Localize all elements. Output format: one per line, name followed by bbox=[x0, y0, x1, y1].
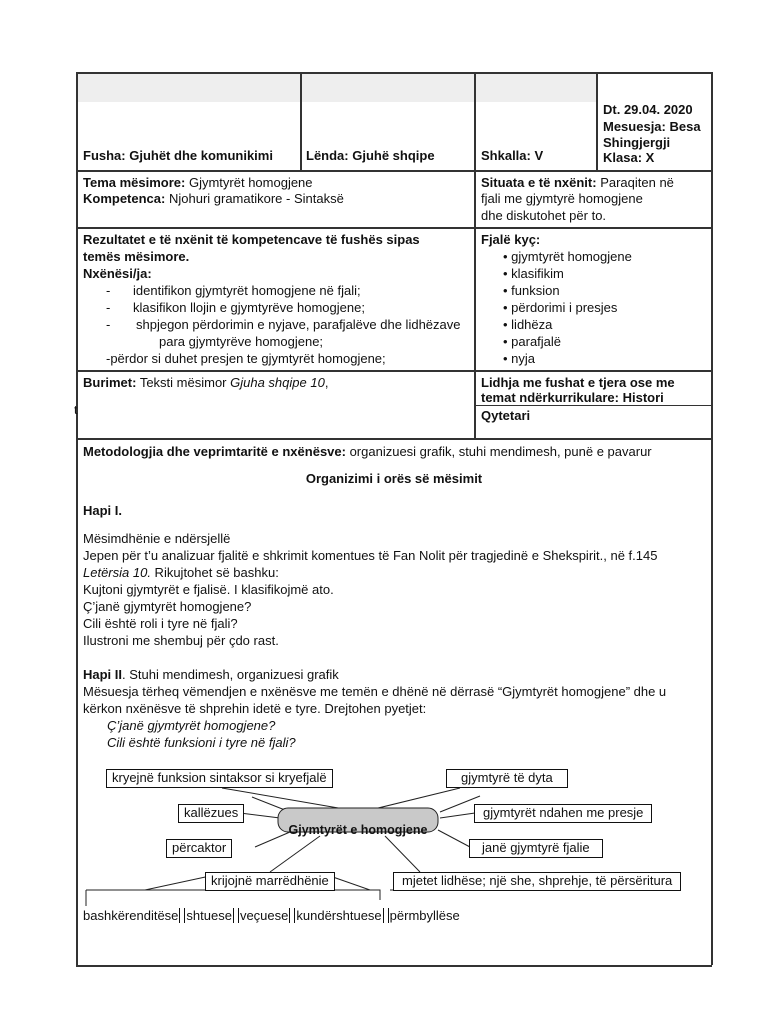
tema-label: Tema mësimore: bbox=[83, 175, 186, 190]
keyword: • klasifikim bbox=[503, 266, 564, 281]
burimet-value: Teksti mësimor bbox=[136, 375, 231, 390]
result-item: klasifikon llojin e gjymtyrëve homogjene; bbox=[133, 300, 365, 315]
keyword: • funksion bbox=[503, 283, 560, 298]
burimet-label: Burimet: bbox=[83, 375, 137, 390]
type-separator bbox=[289, 908, 295, 923]
types-row bbox=[83, 907, 460, 924]
hapi-2-title-rest: . Stuhi mendimesh, organizuesi grafik bbox=[122, 667, 339, 682]
fjale-kyc-title: Fjalë kyç: bbox=[481, 232, 541, 247]
result-item: identifikon gjymtyrët homogjene në fjali; bbox=[133, 283, 361, 298]
connector-line bbox=[330, 876, 370, 890]
result-item: shpjegon përdorimin e nyjave, parafjalëve dhe lidhëzave bbox=[136, 317, 461, 332]
hapi-1-line: Kujtoni gjymtyrët e fjalisë. I klasifikojmë ato. bbox=[83, 582, 334, 597]
hapi-1-line: Cili është roli i tyre në fjali? bbox=[83, 616, 238, 631]
connector-line bbox=[270, 836, 320, 872]
connector-line bbox=[370, 788, 460, 810]
diagram-node-mjetet: mjetet lidhëse; një she, shprehje, të përsëritura bbox=[393, 872, 681, 891]
hapi-1-title: Hapi I. bbox=[83, 503, 123, 518]
keyword: • parafjalë bbox=[503, 334, 562, 349]
metodologjia-value: organizuesi grafik, stuhi mendimesh, punë e pavarur bbox=[345, 444, 652, 459]
letersia-ref: Letërsia 10. bbox=[83, 565, 151, 580]
situata-value: Paraqiten në bbox=[596, 175, 674, 190]
connector-line bbox=[440, 813, 475, 818]
hapi-2-line: Mësuesja tërheq vëmendjen e nxënësve me temën e dhënë në dërrasë “Gjymtyrët homogjene” dhe u bbox=[83, 684, 667, 699]
keyword: • përdorimi i presjes bbox=[503, 300, 618, 315]
diagram-center-label: Gjymtyrët e homogjene bbox=[288, 823, 428, 837]
connector-line bbox=[145, 876, 210, 890]
hapi-1-line: Jepen për t’u analizuar fjalitë e shkrimit komentues të Fan Nolit për tragjedinë e Shekspirit., në f.145 bbox=[83, 548, 658, 563]
kompetenca-label: Kompetenca: bbox=[83, 191, 166, 206]
question: Cili është funksioni i tyre në fjali? bbox=[107, 735, 296, 750]
connector-line bbox=[438, 830, 470, 847]
diagram-node-kallezues: kallëzues bbox=[178, 804, 244, 823]
keyword: • lidhëza bbox=[503, 317, 553, 332]
type-kundershtuese: kundërshtuese bbox=[296, 908, 382, 923]
diagram-node-gjymtyre-dyta: gjymtyrë të dyta bbox=[446, 769, 568, 788]
nxenesi-label: Nxënësi/ja: bbox=[83, 266, 152, 281]
lenda-label: Lënda: Gjuhë shqipe bbox=[306, 148, 435, 163]
type-separator bbox=[383, 908, 389, 923]
hapi-1-subtitle: Mësimdhënie e ndërsjellë bbox=[83, 531, 231, 546]
type-shtuese: shtuese bbox=[186, 908, 232, 923]
result-item-cont: para gjymtyrëve homogjene; bbox=[159, 334, 324, 349]
lidhja-line-3: Qytetari bbox=[481, 408, 531, 423]
diagram-node-percaktor: përcaktor bbox=[166, 839, 232, 858]
rezultatet-title-2: temës mësimore. bbox=[83, 249, 190, 264]
type-separator bbox=[179, 908, 185, 923]
stray-char: t bbox=[74, 403, 78, 417]
type-bashkerenditese: bashkërenditëse bbox=[83, 908, 179, 923]
diagram-node-ndahen: gjymtyrët ndahen me presje bbox=[474, 804, 652, 823]
fusha-label: Fusha: Gjuhët dhe komunikimi bbox=[83, 148, 273, 163]
diagram-node-krijojne: krijojnë marrëdhënie bbox=[205, 872, 335, 891]
lidhja-line: Lidhja me fushat e tjera ose me bbox=[481, 375, 675, 390]
metodologjia-label: Metodologjia dhe veprimtaritë e nxënësve: bbox=[83, 444, 346, 459]
situata-label: Situata e të nxënit: bbox=[481, 175, 597, 190]
teacher-name: Shingjergji bbox=[603, 135, 671, 150]
keyword: • gjymtyrët homogjene bbox=[503, 249, 632, 264]
result-item: -përdor si duhet presjen te gjymtyrët homogjene; bbox=[106, 351, 386, 366]
type-vecuese: veçuese bbox=[239, 908, 289, 923]
organizimi-title: Organizimi i orës së mësimit bbox=[305, 471, 483, 486]
teacher-label: Mesuesja: Besa bbox=[603, 119, 701, 134]
keyword: • nyja bbox=[503, 351, 536, 366]
hapi-1-line: Ilustroni me shembuj për çdo rast. bbox=[83, 633, 279, 648]
burimet-book: Gjuha shqipe 10 bbox=[230, 375, 325, 390]
question: Ç’janë gjymtyrët homogjene? bbox=[107, 718, 276, 733]
diagram-node-kryejne: kryejnë funksion sintaksor si kryefjalë bbox=[106, 769, 333, 788]
rikujtohet: Rikujtohet së bashku: bbox=[150, 565, 279, 580]
diagram-node-jane: janë gjymtyrë fjalie bbox=[469, 839, 603, 858]
type-separator bbox=[233, 908, 239, 923]
lidhja-line-2: temat ndërkurrikulare: Histori bbox=[481, 390, 664, 405]
hapi-2-title: Hapi II bbox=[83, 667, 123, 682]
burimet-comma: , bbox=[324, 375, 329, 390]
shkalla-label: Shkalla: V bbox=[481, 148, 544, 163]
connector-line bbox=[385, 836, 420, 872]
connector-line bbox=[240, 813, 280, 818]
bracket-line bbox=[86, 890, 380, 906]
list-dash: - bbox=[106, 317, 111, 332]
kompetenca-value: Njohuri gramatikore - Sintaksë bbox=[165, 191, 344, 206]
date-label: Dt. 29.04. 2020 bbox=[603, 102, 693, 117]
type-permbyllese: përmbyllëse bbox=[389, 908, 460, 923]
class-label: Klasa: X bbox=[603, 150, 655, 165]
hapi-1-line: Ç’janë gjymtyrët homogjene? bbox=[83, 599, 252, 614]
rezultatet-title: Rezultatet e të nxënit të kompetencave të fushës sipas bbox=[83, 232, 420, 247]
hapi-2-line: kërkon nxënësve të shprehin idetë e tyre. Drejtohen pyetjet: bbox=[83, 701, 427, 716]
situata-line-3: dhe diskutohet për to. bbox=[481, 208, 607, 223]
tema-value: Gjymtyrët homogjene bbox=[185, 175, 313, 190]
situata-line-2: fjali me gjymtyrë homogjene bbox=[481, 191, 643, 206]
list-dash: - bbox=[106, 283, 111, 298]
list-dash: - bbox=[106, 300, 111, 315]
